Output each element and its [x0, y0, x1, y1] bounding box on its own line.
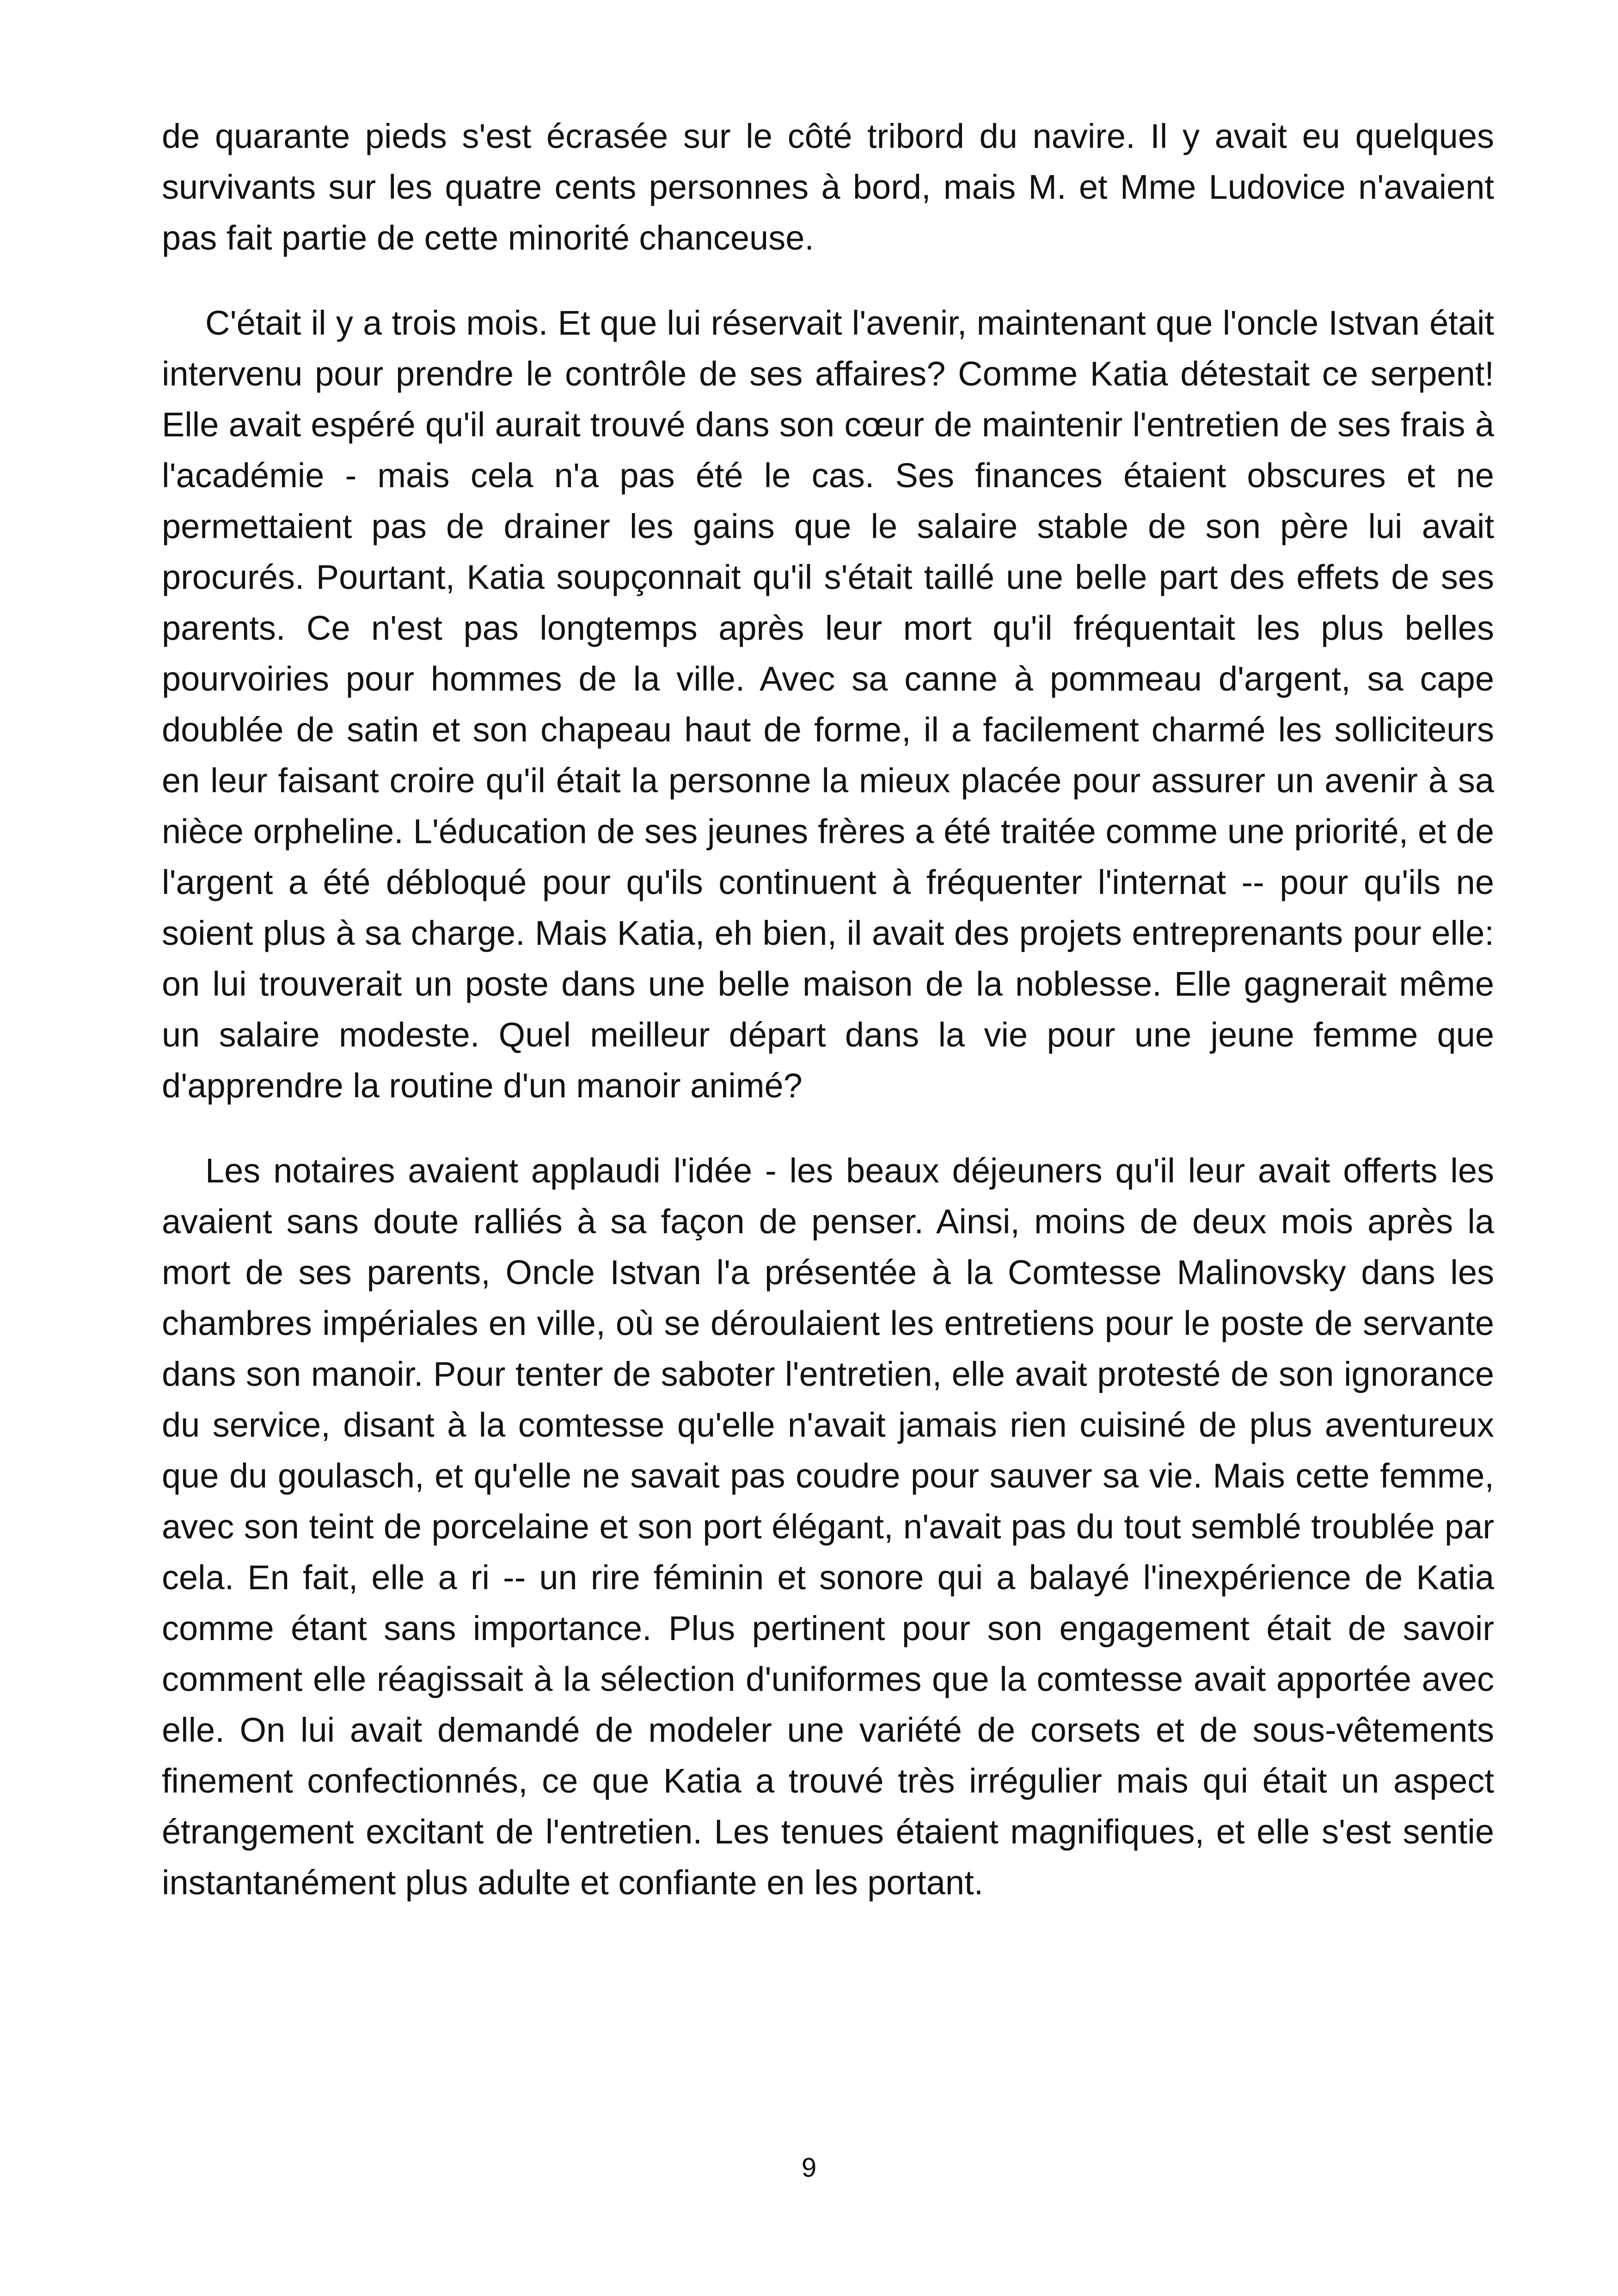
- page-number: 9: [801, 2153, 817, 2183]
- paragraph-3: Les notaires avaient applaudi l'idée - les beaux déjeuners qu'il leur avait offerts les avaient sans doute ralliés à sa façon de penser. Ainsi, moins de deux mois après la mort de ses parents, Oncle Istvan l'a présentée à la Comtesse Malinovsky dans les chambres impériales en ville, où se déroulaient les entretiens pour le poste de servante dans son manoir. Pour tenter de saboter l'entretien, elle avait protesté de son ignorance du service, disant à la comtesse qu'elle n'avait jamais rien cuisiné de plus aventureux que du goulasch, et qu'elle ne savait pas coudre pour sauver sa vie. Mais cette femme, avec son teint de porcelaine et son port élégant, n'avait pas du tout semblé troublée par cela. En fait, elle a ri -- un rire féminin et sonore qui a balayé l'inexpérience de Katia comme étant sans importance. Plus pertinent pour son engagement était de savoir comment elle réagissait à la sélection d'uniformes que la comtesse avait apportée avec elle. On lui avait demandé de modeler une variété de corsets et de sous-vêtements finement confectionnés, ce que Katia a trouvé très irrégulier mais qui était un aspect étrangement excitant de l'entretien. Les tenues étaient magnifiques, et elle s'est sentie instantanément plus adulte et confiante en les portant.: [162, 1151, 1494, 1902]
- body-text: [162, 111, 1494, 1908]
- paragraph-1: de quarante pieds s'est écrasée sur le côté tribord du navire. Il y avait eu quelques survivants sur les quatre cents personnes à bord, mais M. et Mme Ludovice n'avaient pas fait partie de cette minorité chanceuse.: [162, 117, 1494, 257]
- paragraph-2: C'était il y a trois mois. Et que lui réservait l'avenir, maintenant que l'oncle Istvan était intervenu pour prendre le contrôle de ses affaires? Comme Katia détestait ce serpent! Elle avait espéré qu'il aurait trouvé dans son cœur de maintenir l'entretien de ses frais à l'académie - mais cela n'a pas été le cas. Ses finances étaient obscures et ne permettaient pas de drainer les gains que le salaire stable de son père lui avait procurés. Pourtant, Katia soupçonnait qu'il s'était taillé une belle part des effets de ses parents. Ce n'est pas longtemps après leur mort qu'il fréquentait les plus belles pourvoiries pour hommes de la ville. Avec sa canne à pommeau d'argent, sa cape doublée de satin et son chapeau haut de forme, il a facilement charmé les solliciteurs en leur faisant croire qu'il était la personne la mieux placée pour assurer un avenir à sa nièce orpheline. L'éducation de ses jeunes frères a été traitée comme une priorité, et de l'argent a été débloqué pour qu'ils continuent à fréquenter l'internat -- pour qu'ils ne soient plus à sa charge. Mais Katia, eh bien, il avait des projets entreprenants pour elle: on lui trouverait un poste dans une belle maison de la noblesse. Elle gagnerait même un salaire modeste. Quel meilleur départ dans la vie pour une jeune femme que d'apprendre la routine d'un manoir animé?: [162, 304, 1494, 1105]
